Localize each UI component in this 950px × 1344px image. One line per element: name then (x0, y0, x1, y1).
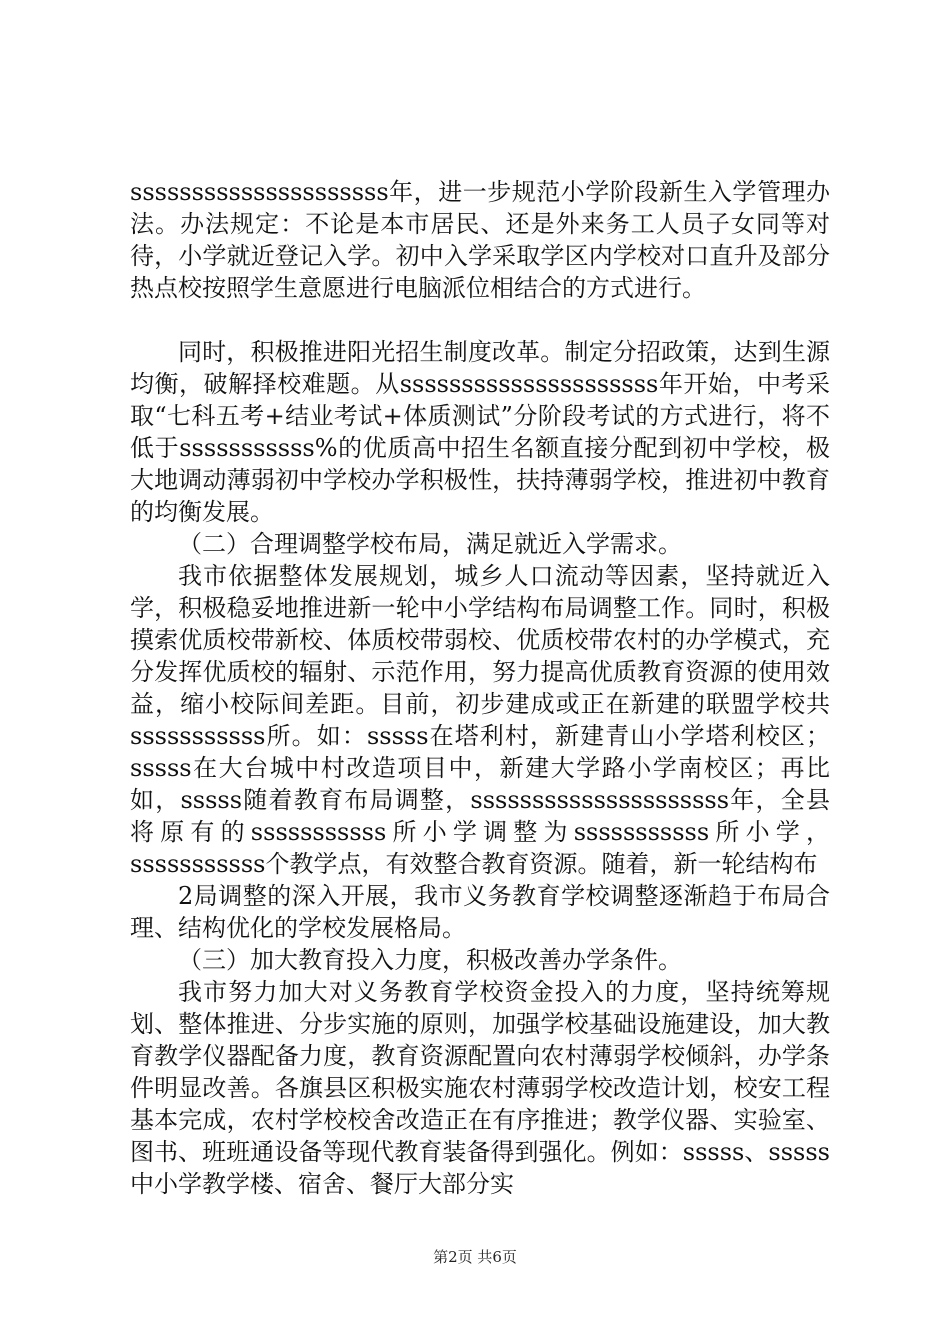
page-footer (0, 1246, 950, 1267)
section-heading-2: （二）合理调整学校布局，满足就近入学需求。 (178, 530, 682, 558)
paragraph-5: 我市努力加大对义务教育学校资金投入的力度，坚持统筹规划、整体推进、分步实施的原则，加强学校基础设施建设，加大教育教学仪器配备力度，教育资源配置向农村薄弱学校倾斜，办学条件明显改善。各旗县区积极实施农村薄弱学校改造计划，校安工程基本完成，农村学校校舍改造正在有序推进；教学仪器、实验室、图书、班班通设备等现代教育装备得到强化。例如：sssss、sssss中小学教学楼、宿舍、餐厅大部分实 (130, 978, 830, 1198)
body-text (130, 176, 830, 1200)
page-number-label: 第2页 共6页 (433, 1248, 517, 1266)
paragraph-2: 同时，积极推进阳光招生制度改革。制定分招政策，达到生源均衡，破解择校难题。从sssssssssssssssssssss年开始，中考采取“七科五考+结业考试+体质测试”分阶段考试的方式进行，将不低于sssssssssss%的优质高中招生名额直接分配到初中学校，极大地调动薄弱初中学校办学积极性，扶持薄弱学校，推进初中教育的均衡发展。 (130, 338, 830, 526)
paragraph-4: 2局调整的深入开展，我市义务教育学校调整逐渐趋于布局合理、结构优化的学校发展格局。 (130, 882, 830, 942)
section-heading-3: （三）加大教育投入力度，积极改善办学条件。 (178, 946, 682, 974)
paragraph-1: sssssssssssssssssssss年，进一步规范小学阶段新生入学管理办法。办法规定：不论是本市居民、还是外来务工人员子女同等对待，小学就近登记入学。初中入学采取学区内学校对口直升及部分热点校按照学生意愿进行电脑派位相结合的方式进行。 (130, 178, 830, 302)
paragraph-3: 我市依据整体发展规划，城乡人口流动等因素，坚持就近入学，积极稳妥地推进新一轮中小学结构布局调整工作。同时，积极摸索优质校带新校、体质校带弱校、优质校带农村的办学模式，充分发挥优质校的辐射、示范作用，努力提高优质教育资源的使用效益，缩小校际间差距。目前，初步建成或正在新建的联盟学校共sssssssssss所。如：sssss在塔利村，新建青山小学塔利校区；sssss在大台城中村改造项目中，新建大学路小学南校区；再比如，sssss随着教育布局调整，sssssssssssssssssssss年，全县将原有的sssssssssss所小学调整为sssssssssss所小学，sssssssssss个教学点，有效整合教育资源。随着，新一轮结构布 (130, 562, 830, 878)
